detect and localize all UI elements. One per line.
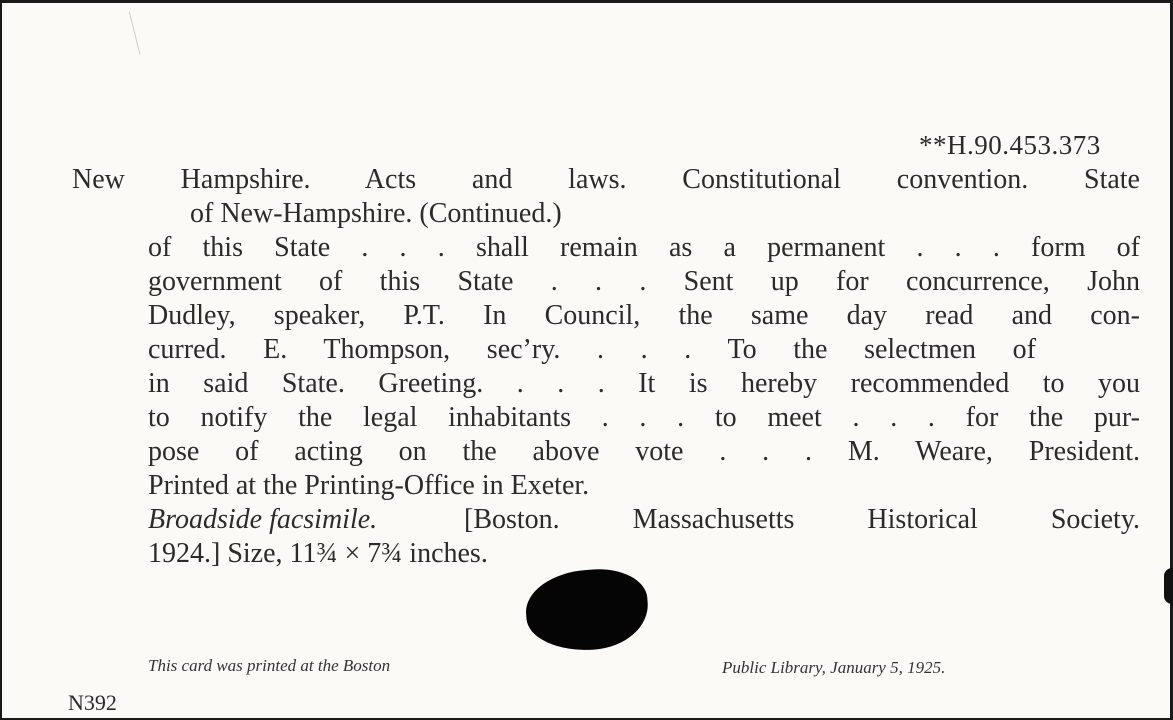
card-number: N392 <box>68 690 117 715</box>
edge-ink-mark <box>1164 568 1173 604</box>
body-line-7: pose of acting on the above vote . . . M. Weare, President. <box>148 436 1140 467</box>
note-line-2: 1924.] Size, 11¾ × 7¾ inches. <box>148 538 488 569</box>
body-line-1: of this State . . . shall remain as a permanent . . . form of <box>148 232 1140 263</box>
note-line-1 <box>148 503 1140 537</box>
body-line-8: Printed at the Printing-Office in Exeter. <box>148 470 590 501</box>
body-line-6: to notify the legal inhabitants . . . to meet . . . for the pur- <box>148 402 1140 433</box>
ink-blot <box>523 566 650 654</box>
body-line-5: in said State. Greeting. . . . It is hereby recommended to you <box>148 368 1140 399</box>
footer-printed-at: This card was printed at the Boston <box>148 656 391 675</box>
card-top-edge <box>0 0 1173 3</box>
call-number: **H.90.453.373 <box>919 130 1101 160</box>
body-line-4: curred. E. Thompson, sec’ry. . . . To the selectmen of <box>148 334 1036 365</box>
note-publisher: [Boston. Massachusetts Historical Society. <box>464 504 1140 535</box>
pencil-smudge <box>129 9 150 54</box>
heading-line-2: of New-Hampshire. (Continued.) <box>190 198 562 229</box>
heading-line-1: New Hampshire. Acts and laws. Constitutional convention. State <box>72 164 1140 195</box>
body-line-3: Dudley, speaker, P.T. In Council, the same day read and con- <box>148 300 1140 331</box>
body-line-2: government of this State . . . Sent up for concurrence, John <box>148 266 1140 297</box>
footer-library-date: Public Library, January 5, 1925. <box>722 658 946 677</box>
card-left-edge <box>0 0 2 720</box>
note-broadside-facsimile: Broadside facsimile. <box>148 504 378 535</box>
